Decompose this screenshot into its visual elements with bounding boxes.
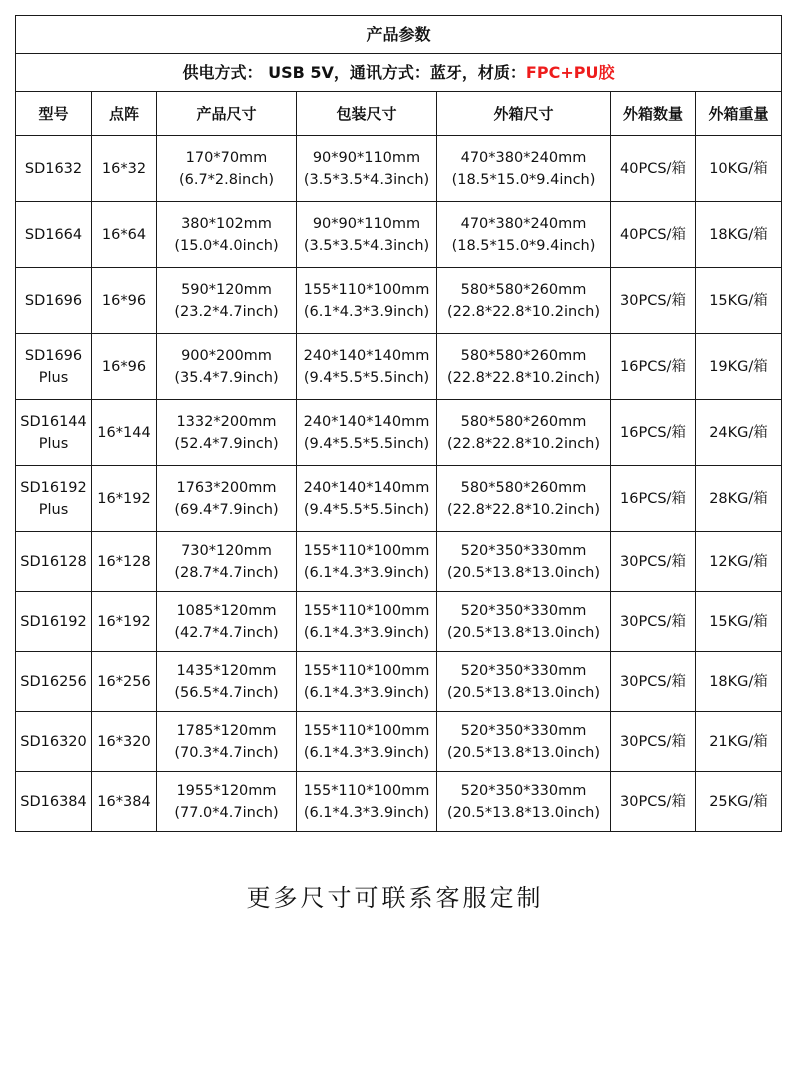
matrix-cell: 16*320 [92, 712, 157, 772]
carton-weight-cell: 21KG/箱 [696, 712, 782, 772]
header-package-size: 包装尺寸 [297, 92, 437, 136]
product-size-cell [157, 772, 297, 832]
header-carton-size: 外箱尺寸 [437, 92, 611, 136]
product-size-cell-line: (77.0*4.7inch) [174, 804, 279, 821]
model-cell [16, 268, 92, 334]
model-cell-line: Plus [38, 435, 69, 452]
package-size-cell-line: 155*110*100mm [303, 281, 430, 298]
package-size-cell-line: (6.1*4.3*3.9inch) [303, 564, 430, 581]
matrix-cell: 16*64 [92, 202, 157, 268]
carton-qty-cell: 30PCS/箱 [611, 532, 696, 592]
product-size-cell-line: 900*200mm [181, 347, 272, 364]
matrix-cell: 16*256 [92, 652, 157, 712]
header-row [16, 92, 782, 136]
model-cell [16, 772, 92, 832]
carton-qty-cell: 30PCS/箱 [611, 268, 696, 334]
carton-size-cell-line: (20.5*13.8*13.0inch) [446, 564, 601, 581]
info-row [16, 54, 782, 92]
product-size-cell-line: 170*70mm [185, 149, 268, 166]
table-row [16, 592, 782, 652]
table-row [16, 772, 782, 832]
carton-qty-cell: 30PCS/箱 [611, 772, 696, 832]
model-cell [16, 532, 92, 592]
carton-qty-cell: 30PCS/箱 [611, 712, 696, 772]
product-size-cell [157, 592, 297, 652]
carton-size-cell [437, 400, 611, 466]
matrix-cell: 16*96 [92, 334, 157, 400]
carton-weight-cell: 18KG/箱 [696, 202, 782, 268]
product-size-cell-line: 1435*120mm [176, 662, 277, 679]
product-size-cell-line: (6.7*2.8inch) [178, 171, 275, 188]
table-row [16, 466, 782, 532]
carton-qty-cell: 30PCS/箱 [611, 652, 696, 712]
product-size-cell [157, 202, 297, 268]
model-cell [16, 652, 92, 712]
product-size-cell [157, 712, 297, 772]
matrix-cell: 16*96 [92, 268, 157, 334]
carton-qty-cell: 30PCS/箱 [611, 592, 696, 652]
model-cell [16, 592, 92, 652]
product-size-cell [157, 268, 297, 334]
package-size-cell-line: 155*110*100mm [303, 662, 430, 679]
package-size-cell-line: (3.5*3.5*4.3inch) [303, 237, 430, 254]
carton-size-cell-line: 580*580*260mm [460, 347, 587, 364]
carton-size-cell [437, 136, 611, 202]
product-size-cell-line: (35.4*7.9inch) [174, 369, 279, 386]
carton-weight-cell: 25KG/箱 [696, 772, 782, 832]
product-size-cell [157, 334, 297, 400]
carton-qty-cell: 16PCS/箱 [611, 400, 696, 466]
custom-size-note: 更多尺寸可联系客服定制 [246, 884, 544, 912]
model-cell [16, 334, 92, 400]
product-size-cell-line: 590*120mm [181, 281, 272, 298]
model-cell [16, 712, 92, 772]
package-size-cell-line: 155*110*100mm [303, 542, 430, 559]
model-cell-line: SD16192 [20, 613, 87, 630]
product-size-cell [157, 532, 297, 592]
package-size-cell [297, 268, 437, 334]
package-size-cell [297, 772, 437, 832]
product-size-cell-line: 730*120mm [181, 542, 272, 559]
model-cell [16, 400, 92, 466]
package-size-cell-line: (6.1*4.3*3.9inch) [303, 804, 430, 821]
matrix-cell: 16*32 [92, 136, 157, 202]
model-cell-line: Plus [38, 369, 69, 386]
carton-size-cell-line: (22.8*22.8*10.2inch) [446, 435, 601, 452]
package-size-cell [297, 652, 437, 712]
table-row [16, 136, 782, 202]
product-size-cell [157, 652, 297, 712]
package-size-cell-line: (9.4*5.5*5.5inch) [303, 435, 430, 452]
table-row [16, 268, 782, 334]
package-size-cell-line: 155*110*100mm [303, 722, 430, 739]
model-cell-line: SD16256 [20, 673, 87, 690]
product-size-cell [157, 136, 297, 202]
model-cell-line: SD1664 [24, 226, 83, 243]
product-size-cell-line: 1085*120mm [176, 602, 277, 619]
model-cell-line: SD16128 [20, 553, 87, 570]
package-size-cell [297, 136, 437, 202]
model-cell-line: SD16320 [20, 733, 87, 750]
title-row [16, 16, 782, 54]
carton-size-cell-line: 580*580*260mm [460, 281, 587, 298]
carton-weight-cell: 24KG/箱 [696, 400, 782, 466]
carton-size-cell-line: 470*380*240mm [460, 149, 587, 166]
carton-size-cell-line: (18.5*15.0*9.4inch) [451, 171, 596, 188]
carton-size-cell-line: (22.8*22.8*10.2inch) [446, 369, 601, 386]
package-size-cell-line: 90*90*110mm [312, 149, 421, 166]
product-size-cell-line: (56.5*4.7inch) [174, 684, 279, 701]
product-size-cell [157, 466, 297, 532]
carton-qty-cell: 16PCS/箱 [611, 466, 696, 532]
product-size-cell-line: (70.3*4.7inch) [174, 744, 279, 761]
model-cell-line: SD1696 [24, 292, 83, 309]
carton-weight-cell: 28KG/箱 [696, 466, 782, 532]
package-size-cell [297, 202, 437, 268]
carton-size-cell-line: (20.5*13.8*13.0inch) [446, 624, 601, 641]
carton-size-cell-line: 520*350*330mm [460, 662, 587, 679]
spec-summary-text: 供电方式： USB 5V，通讯方式：蓝牙，材质： [182, 62, 526, 82]
carton-size-cell [437, 712, 611, 772]
package-size-cell-line: (9.4*5.5*5.5inch) [303, 501, 430, 518]
package-size-cell-line: 90*90*110mm [312, 215, 421, 232]
package-size-cell [297, 712, 437, 772]
carton-size-cell [437, 466, 611, 532]
material-highlight: FPC+PU胶 [525, 62, 615, 82]
package-size-cell-line: 155*110*100mm [303, 602, 430, 619]
model-cell-line: SD1696 [24, 347, 83, 364]
product-size-cell-line: 1332*200mm [176, 413, 277, 430]
header-carton-qty: 外箱数量 [611, 92, 696, 136]
package-size-cell-line: 155*110*100mm [303, 782, 430, 799]
carton-qty-cell: 40PCS/箱 [611, 136, 696, 202]
header-model: 型号 [16, 92, 92, 136]
table-row [16, 334, 782, 400]
carton-qty-cell: 40PCS/箱 [611, 202, 696, 268]
carton-weight-cell: 10KG/箱 [696, 136, 782, 202]
package-size-cell [297, 466, 437, 532]
model-cell-line: Plus [38, 501, 69, 518]
product-size-cell-line: 1785*120mm [176, 722, 277, 739]
table-title: 产品参数 [16, 16, 782, 54]
product-size-cell-line: (52.4*7.9inch) [174, 435, 279, 452]
carton-size-cell [437, 532, 611, 592]
carton-size-cell-line: 520*350*330mm [460, 782, 587, 799]
model-cell [16, 466, 92, 532]
carton-weight-cell: 15KG/箱 [696, 268, 782, 334]
carton-size-cell [437, 592, 611, 652]
carton-size-cell [437, 334, 611, 400]
product-size-cell-line: 1763*200mm [176, 479, 277, 496]
table-row [16, 400, 782, 466]
carton-size-cell-line: 520*350*330mm [460, 542, 587, 559]
product-size-cell-line: (23.2*4.7inch) [174, 303, 279, 320]
matrix-cell: 16*144 [92, 400, 157, 466]
package-size-cell-line: (6.1*4.3*3.9inch) [303, 684, 430, 701]
carton-size-cell-line: 580*580*260mm [460, 413, 587, 430]
product-size-cell-line: (69.4*7.9inch) [174, 501, 279, 518]
carton-size-cell [437, 772, 611, 832]
matrix-cell: 16*192 [92, 592, 157, 652]
carton-size-cell-line: (20.5*13.8*13.0inch) [446, 744, 601, 761]
table-row [16, 202, 782, 268]
carton-size-cell-line: 520*350*330mm [460, 722, 587, 739]
carton-size-cell-line: (20.5*13.8*13.0inch) [446, 804, 601, 821]
carton-size-cell [437, 652, 611, 712]
carton-size-cell-line: (22.8*22.8*10.2inch) [446, 303, 601, 320]
model-cell-line: SD16144 [20, 413, 87, 430]
carton-weight-cell: 12KG/箱 [696, 532, 782, 592]
carton-weight-cell: 19KG/箱 [696, 334, 782, 400]
product-size-cell-line: 380*102mm [181, 215, 272, 232]
package-size-cell-line: 240*140*140mm [303, 347, 430, 364]
carton-weight-cell: 15KG/箱 [696, 592, 782, 652]
spec-summary [16, 54, 782, 92]
carton-size-cell-line: (20.5*13.8*13.0inch) [446, 684, 601, 701]
carton-weight-cell: 18KG/箱 [696, 652, 782, 712]
header-product-size: 产品尺寸 [157, 92, 297, 136]
package-size-cell-line: 240*140*140mm [303, 479, 430, 496]
package-size-cell [297, 400, 437, 466]
model-cell-line: SD1632 [24, 160, 83, 177]
model-cell-line: SD16192 [20, 479, 87, 496]
model-cell [16, 202, 92, 268]
carton-size-cell [437, 202, 611, 268]
product-size-cell [157, 400, 297, 466]
package-size-cell-line: (6.1*4.3*3.9inch) [303, 303, 430, 320]
carton-size-cell [437, 268, 611, 334]
header-carton-weight: 外箱重量 [696, 92, 782, 136]
carton-size-cell-line: (22.8*22.8*10.2inch) [446, 501, 601, 518]
product-size-cell-line: 1955*120mm [176, 782, 277, 799]
package-size-cell-line: (6.1*4.3*3.9inch) [303, 744, 430, 761]
header-matrix: 点阵 [92, 92, 157, 136]
carton-size-cell-line: (18.5*15.0*9.4inch) [451, 237, 596, 254]
carton-size-cell-line: 520*350*330mm [460, 602, 587, 619]
model-cell-line: SD16384 [20, 793, 87, 810]
package-size-cell [297, 532, 437, 592]
matrix-cell: 16*128 [92, 532, 157, 592]
product-size-cell-line: (28.7*4.7inch) [174, 564, 279, 581]
package-size-cell-line: (9.4*5.5*5.5inch) [303, 369, 430, 386]
model-cell [16, 136, 92, 202]
package-size-cell-line: 240*140*140mm [303, 413, 430, 430]
matrix-cell: 16*384 [92, 772, 157, 832]
package-size-cell [297, 334, 437, 400]
carton-size-cell-line: 580*580*260mm [460, 479, 587, 496]
package-size-cell-line: (6.1*4.3*3.9inch) [303, 624, 430, 641]
product-size-cell-line: (15.0*4.0inch) [174, 237, 279, 254]
carton-size-cell-line: 470*380*240mm [460, 215, 587, 232]
package-size-cell [297, 592, 437, 652]
carton-qty-cell: 16PCS/箱 [611, 334, 696, 400]
product-parameters-table [15, 15, 782, 832]
package-size-cell-line: (3.5*3.5*4.3inch) [303, 171, 430, 188]
product-size-cell-line: (42.7*4.7inch) [174, 624, 279, 641]
matrix-cell: 16*192 [92, 466, 157, 532]
table-row [16, 532, 782, 592]
table-row [16, 712, 782, 772]
table-row [16, 652, 782, 712]
